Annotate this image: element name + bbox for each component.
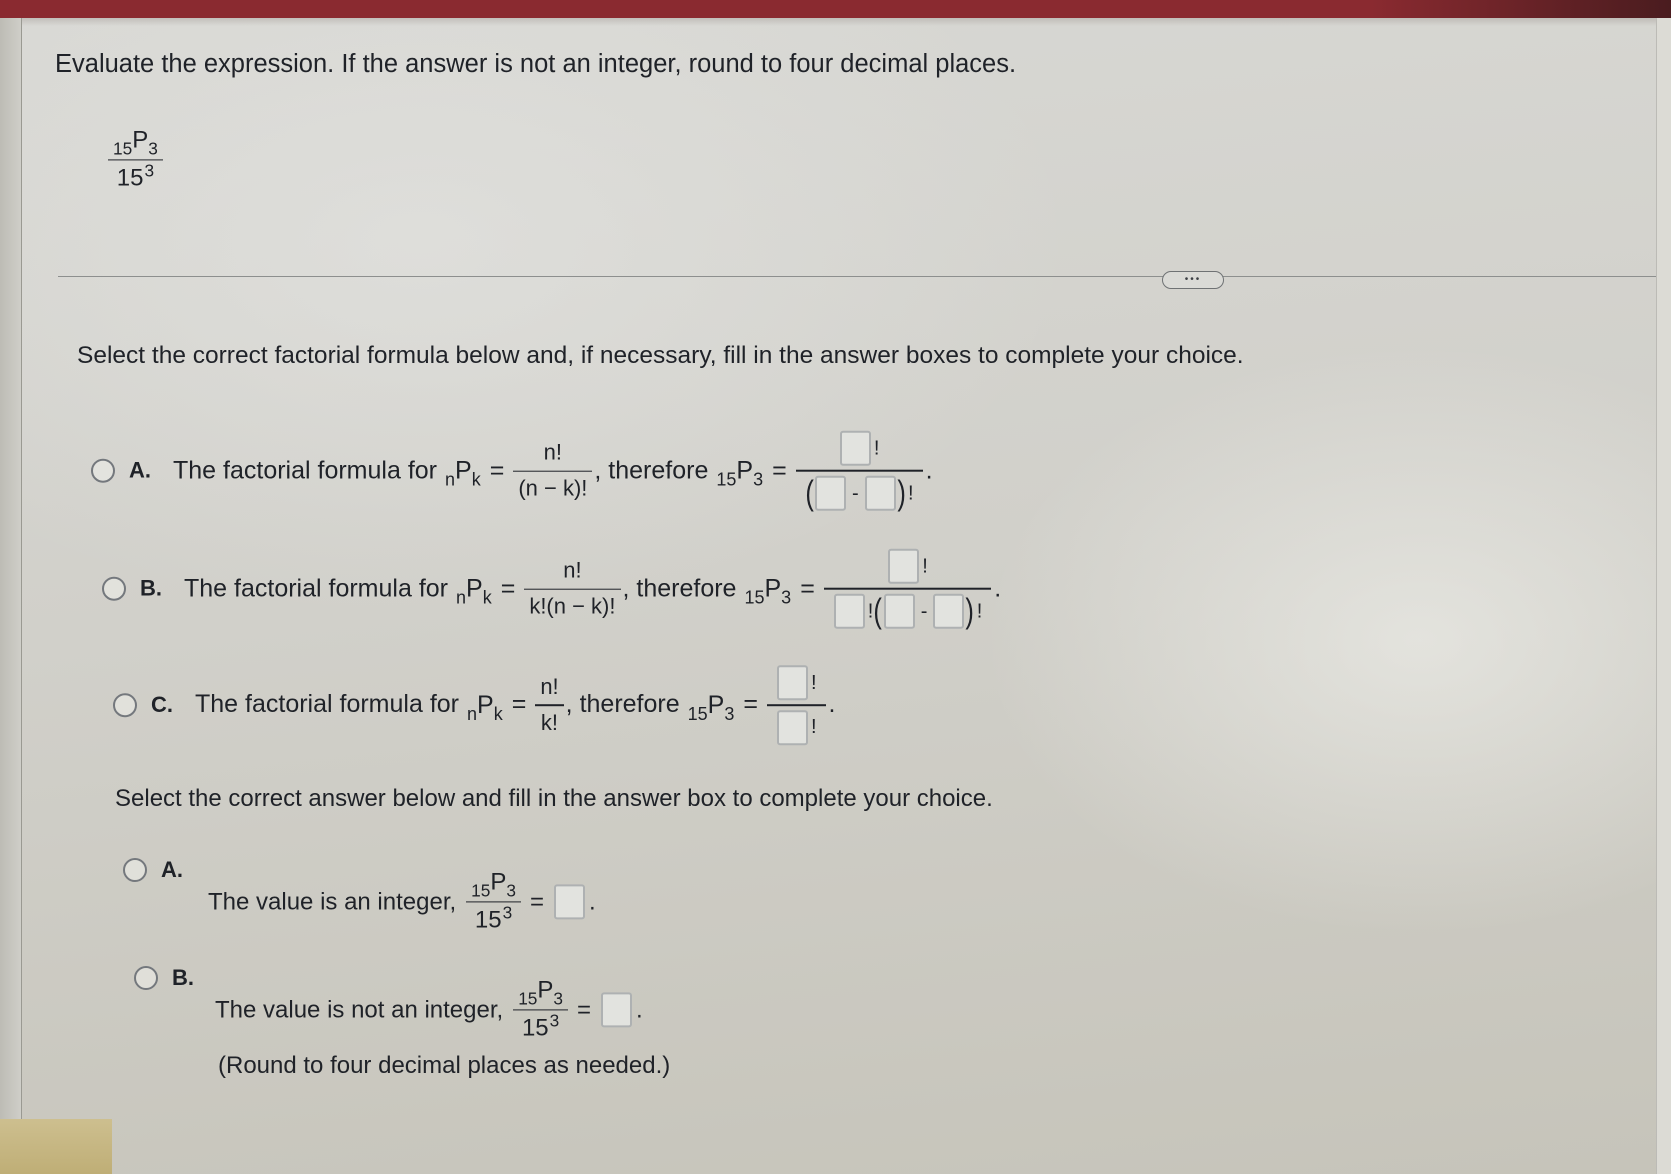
formula-numerator: n!	[540, 673, 559, 699]
answer-box[interactable]	[933, 594, 964, 629]
option-lead-text: The factorial formula for	[184, 574, 448, 603]
factorial-formula-fraction	[524, 558, 620, 620]
answer-denominator	[767, 706, 826, 745]
answer-fraction	[824, 549, 991, 630]
factorial-sign: !	[908, 482, 914, 505]
permutation-15p3	[716, 456, 764, 491]
perm-symbol: P	[537, 976, 554, 1004]
expression-denominator	[466, 903, 521, 936]
equals-sign: =	[511, 690, 527, 719]
perm-symbol: P	[132, 126, 149, 154]
power-15-cubed	[116, 160, 155, 194]
perm-symbol: P	[764, 575, 782, 603]
equals-sign: =	[489, 456, 505, 485]
permutation-15p3	[744, 574, 792, 609]
option-content	[184, 549, 1001, 630]
formula-option-b[interactable]	[102, 549, 1001, 630]
answer-box[interactable]	[815, 476, 846, 511]
power-base: 15	[116, 164, 144, 192]
option-letter: B.	[172, 965, 194, 990]
permutation-npk	[445, 456, 481, 491]
option-letter: B.	[140, 576, 162, 601]
perm-symbol: P	[736, 457, 754, 485]
power-exponent: 3	[144, 160, 155, 181]
formula-option-a[interactable]	[91, 431, 933, 512]
expression-fraction	[466, 868, 521, 935]
minus-sign: -	[920, 600, 928, 623]
period: .	[636, 996, 643, 1023]
option-letter: C.	[151, 692, 173, 717]
perm-n: 15	[716, 470, 737, 491]
perm-n: n	[467, 704, 478, 725]
therefore-text: , therefore	[594, 456, 709, 485]
equals-sign: =	[500, 574, 516, 603]
perm-n: 15	[518, 988, 538, 1009]
perm-k: 3	[753, 470, 764, 491]
period: .	[589, 888, 596, 915]
factorial-formula-fraction	[535, 674, 563, 736]
more-options-button[interactable]: •••	[1162, 271, 1224, 289]
equals-sign: =	[743, 690, 758, 719]
radio-button[interactable]	[91, 459, 115, 483]
permutation-npk	[456, 574, 492, 609]
period: .	[925, 456, 933, 485]
answer-box[interactable]	[777, 710, 808, 745]
permutation-15p3	[687, 690, 735, 725]
perm-k: k	[493, 704, 503, 725]
radio-button[interactable]	[102, 577, 126, 601]
close-paren: )	[897, 474, 906, 513]
answer-numerator	[824, 549, 991, 588]
section-divider	[58, 276, 1656, 277]
expression-fraction	[513, 976, 568, 1043]
part1-instruction: Select the correct factorial formula below and, if necessary, fill in the answer boxes to complete your choice.	[77, 342, 1244, 369]
factorial-sign: !	[922, 555, 928, 578]
power-exponent: 3	[502, 902, 513, 923]
expression-denominator	[513, 1011, 568, 1044]
answer-box[interactable]	[777, 665, 808, 700]
perm-symbol: P	[490, 868, 507, 896]
period: .	[994, 574, 1002, 603]
answer-denominator	[796, 471, 923, 511]
perm-k: 3	[781, 588, 792, 609]
answer-box[interactable]	[888, 549, 919, 584]
permutation-15p3	[113, 126, 158, 159]
value-option-b-header[interactable]	[134, 965, 194, 991]
formula-numerator: n!	[563, 557, 582, 583]
perm-symbol: P	[455, 457, 472, 485]
banner-shadow	[0, 18, 1671, 26]
equals-sign: =	[530, 888, 545, 915]
factorial-sign: !	[976, 600, 983, 623]
perm-n: n	[445, 470, 456, 491]
value-option-a-body	[208, 868, 596, 935]
expression-numerator	[513, 976, 568, 1009]
formula-denominator: k!(n − k)!	[529, 593, 616, 619]
value-option-b-body	[215, 976, 643, 1043]
expression-numerator	[466, 868, 521, 901]
option-lead-text: The factorial formula for	[173, 456, 437, 485]
page-right-edge	[1656, 18, 1671, 1174]
perm-k: 3	[506, 880, 516, 901]
perm-n: 15	[113, 138, 133, 159]
close-paren: )	[965, 592, 975, 631]
option-lead-text: The factorial formula for	[195, 690, 459, 719]
option-content	[195, 665, 835, 745]
power-base: 15	[474, 906, 502, 934]
option-lead-text: The value is not an integer,	[215, 996, 504, 1023]
formula-option-c[interactable]	[113, 665, 835, 745]
answer-denominator	[824, 589, 991, 629]
desk-corner	[0, 1119, 112, 1174]
radio-button[interactable]	[113, 693, 137, 717]
answer-box[interactable]	[554, 885, 585, 920]
minus-sign: -	[852, 482, 859, 505]
power-base: 15	[521, 1014, 549, 1042]
factorial-sign: !	[873, 437, 880, 460]
factorial-sign: !	[867, 600, 874, 623]
value-option-a-header[interactable]	[123, 857, 183, 883]
radio-button[interactable]	[123, 858, 147, 882]
answer-box[interactable]	[601, 993, 632, 1028]
rounding-note: (Round to four decimal places as needed.)	[218, 1052, 671, 1079]
factorial-formula-fraction	[513, 440, 592, 502]
option-letter: A.	[129, 458, 151, 483]
part2-instruction: Select the correct answer below and fill in the answer box to complete your choice.	[115, 785, 993, 812]
perm-k: k	[471, 470, 481, 491]
question-expression	[108, 126, 163, 193]
equals-sign: =	[577, 996, 592, 1023]
expression-numerator	[108, 126, 163, 159]
therefore-text: , therefore	[622, 574, 737, 603]
perm-n: 15	[471, 880, 491, 901]
equals-sign: =	[772, 456, 787, 485]
answer-box[interactable]	[865, 476, 896, 511]
expression-denominator	[108, 161, 163, 194]
perm-n: 15	[687, 704, 708, 725]
power-15-cubed	[521, 1010, 560, 1044]
answer-box[interactable]	[834, 594, 865, 629]
open-paren: (	[873, 592, 883, 631]
open-paren: (	[805, 474, 814, 513]
answer-numerator	[796, 431, 923, 470]
option-lead-text: The value is an integer,	[208, 888, 457, 915]
perm-k: k	[482, 588, 492, 609]
perm-n: 15	[744, 588, 765, 609]
perm-k: 3	[724, 704, 735, 725]
perm-symbol: P	[466, 575, 483, 603]
option-letter: A.	[161, 857, 183, 882]
perm-symbol: P	[707, 691, 725, 719]
page-left-edge	[0, 18, 22, 1174]
therefore-text: , therefore	[565, 690, 680, 719]
answer-box[interactable]	[840, 431, 871, 466]
perm-k: 3	[148, 138, 158, 159]
permutation-15p3	[518, 976, 564, 1009]
equals-sign: =	[800, 574, 815, 603]
permutation-15p3	[471, 868, 516, 901]
perm-n: n	[456, 588, 467, 609]
top-banner	[0, 0, 1671, 18]
option-content	[173, 431, 933, 512]
question-instruction: Evaluate the expression. If the answer is not an integer, round to four decimal places.	[55, 50, 1017, 78]
formula-numerator: n!	[543, 439, 563, 465]
answer-box[interactable]	[884, 594, 915, 629]
power-15-cubed	[474, 902, 513, 936]
perm-symbol: P	[477, 691, 494, 719]
permutation-npk	[467, 690, 503, 725]
answer-fraction	[767, 665, 826, 745]
factorial-sign: !	[810, 671, 817, 694]
expression-fraction	[108, 126, 163, 193]
period: .	[828, 690, 836, 719]
radio-button[interactable]	[134, 966, 158, 990]
answer-numerator	[767, 665, 826, 704]
formula-denominator: k!	[540, 709, 559, 735]
answer-fraction	[796, 431, 923, 512]
formula-denominator: (n − k)!	[518, 475, 588, 501]
power-exponent: 3	[549, 1010, 560, 1031]
factorial-sign: !	[810, 716, 817, 739]
perm-k: 3	[553, 988, 564, 1009]
